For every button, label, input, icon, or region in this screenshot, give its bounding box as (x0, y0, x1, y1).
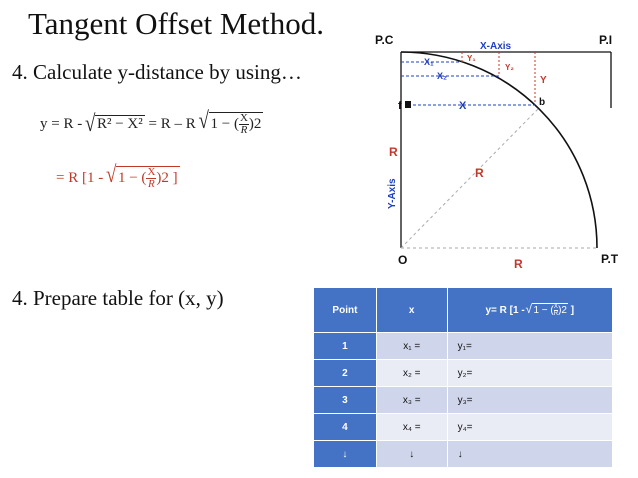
eq1-sqrt-1 (95, 115, 145, 133)
table-row (314, 414, 613, 441)
eq1-fraction (239, 113, 249, 136)
eq1-sqrt-2 (209, 112, 264, 136)
header-y-post: ] (567, 305, 575, 317)
cell-x: x₁ = (376, 333, 447, 360)
label-r-left: R (389, 145, 398, 159)
cell-point: 4 (314, 414, 377, 441)
cell-point: 2 (314, 360, 377, 387)
curve-arc (401, 52, 597, 248)
label-y2: Y₂ (505, 63, 514, 72)
eq1-radicand: R² − X² (96, 115, 143, 132)
cell-point: ↓ (314, 441, 377, 468)
eq2-rad-a: 1 − ( (117, 169, 147, 186)
eq2-frac-num: X (147, 166, 156, 178)
cell-x: x₂ = (376, 360, 447, 387)
eq2-frac-den: R (148, 178, 155, 190)
cell-x: ↓ (376, 441, 447, 468)
eq2-rad-b: )2 ] (156, 169, 178, 186)
cell-x: x₃ = (376, 387, 447, 414)
cell-y: y₃= (447, 387, 612, 414)
equation-1 (40, 112, 263, 136)
header-y-rad-b: )2 (558, 305, 567, 317)
eq2-part1: = R [1 - (56, 169, 107, 186)
eq2-sqrt (116, 166, 180, 190)
label-x-axis: X-Axis (480, 41, 512, 52)
label-r-bottom: R (514, 257, 523, 271)
label-x1: X₁ (424, 57, 434, 67)
label-x2: X₂ (437, 71, 448, 81)
label-r-diagonal: R (475, 166, 484, 180)
equation-2 (56, 166, 180, 190)
table-row (314, 360, 613, 387)
cell-x: x₄ = (376, 414, 447, 441)
header-y-rad-a: 1 − ( (533, 305, 554, 317)
header-y-sqrt (532, 303, 568, 317)
cell-y: ↓ (447, 441, 612, 468)
cell-y: y₂= (447, 360, 612, 387)
eq2-fraction (146, 167, 156, 190)
tangent-offset-diagram (363, 26, 638, 276)
header-y-num: X (553, 304, 558, 310)
cell-point: 3 (314, 387, 377, 414)
label-pi: P.I (599, 33, 613, 47)
slide-title: Tangent Offset Method. (28, 6, 324, 41)
label-x: X (459, 100, 467, 112)
cell-point: 1 (314, 333, 377, 360)
point-f-marker (405, 101, 411, 108)
table-row (314, 333, 613, 360)
label-f: f (398, 100, 402, 112)
cell-y: y₁= (447, 333, 612, 360)
table-header-row (314, 288, 613, 333)
table-row (314, 441, 613, 468)
step-prepare-table: 4. Prepare table for (x, y) (12, 286, 224, 310)
table-row (314, 387, 613, 414)
eq1-rad-b: )2 (248, 115, 262, 132)
eq1-part1: y = R - (40, 115, 86, 132)
label-pc: P.C (375, 33, 394, 47)
header-y (447, 288, 612, 333)
eq1-frac-den: R (240, 124, 248, 136)
xy-table (313, 287, 613, 468)
cell-y: y₄= (447, 414, 612, 441)
header-point: Point (314, 288, 377, 333)
eq1-rad-a: 1 − ( (210, 115, 239, 132)
header-y-den: R (553, 311, 559, 317)
label-b: b (539, 97, 546, 108)
label-y-axis: Y-Axis (387, 178, 398, 209)
header-y-pre: y= R [1 - (485, 305, 528, 317)
label-pt: P.T (601, 252, 619, 266)
label-y: Y (540, 75, 547, 86)
eq1-part2: = R – R (144, 115, 200, 132)
step-calculate: 4. Calculate y-distance by using… (12, 60, 302, 84)
radius-line (401, 108, 539, 248)
label-o: O (398, 253, 408, 267)
label-y1: Y₁ (467, 54, 476, 63)
header-x: x (376, 288, 447, 333)
eq1-frac-num: X (239, 112, 248, 124)
